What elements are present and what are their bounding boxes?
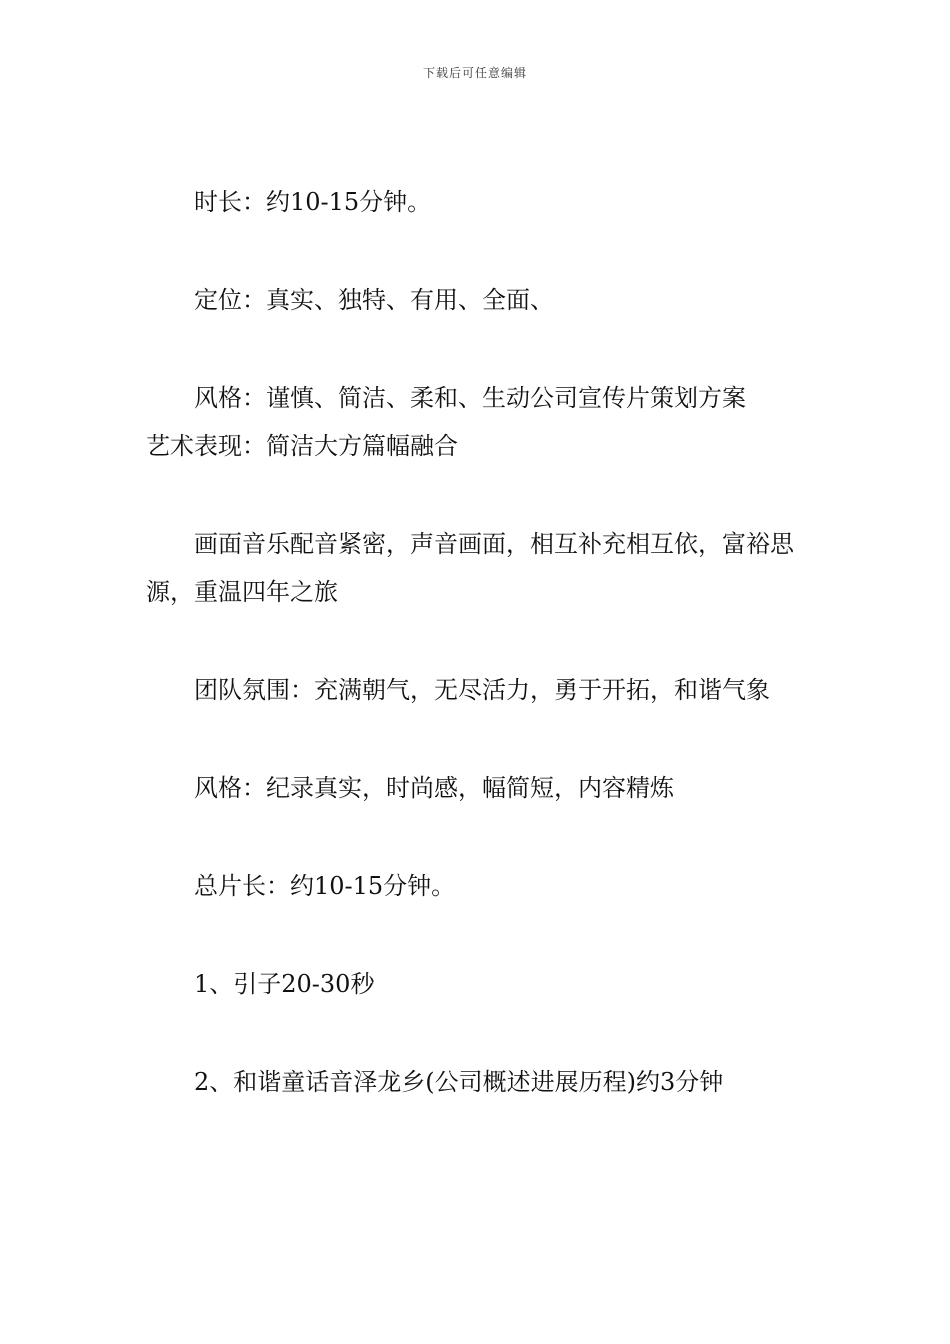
paragraph-style-documentary: 风格：纪录真实，时尚感，幅简短，内容精炼	[194, 774, 674, 802]
paragraph-total-length: 总片长：约10-15分钟。	[194, 872, 456, 900]
list-item-intro: 1、引子20-30秒	[194, 970, 375, 998]
list-item-company-overview: 2、和谐童话音泽龙乡(公司概述进展历程)约3分钟	[194, 1068, 724, 1096]
paragraph-team-atmosphere: 团队氛围：充满朝气，无尽活力，勇于开拓，和谐气象	[194, 676, 770, 704]
page-header: 下载后可任意编辑	[422, 66, 527, 80]
paragraph-duration: 时长：约10-15分钟。	[194, 188, 432, 216]
paragraph-picture-music: 画面音乐配音紧密，声音画面，相互补充相互依，富裕思源，重温四年之旅	[146, 530, 794, 606]
paragraph-positioning: 定位：真实、独特、有用、全面、	[194, 286, 554, 314]
document-body	[146, 178, 806, 1156]
paragraph-style: 风格：谨慎、简洁、柔和、生动公司宣传片策划方案	[194, 384, 746, 412]
paragraph-art-expression: 艺术表现：简洁大方篇幅融合	[146, 432, 458, 460]
